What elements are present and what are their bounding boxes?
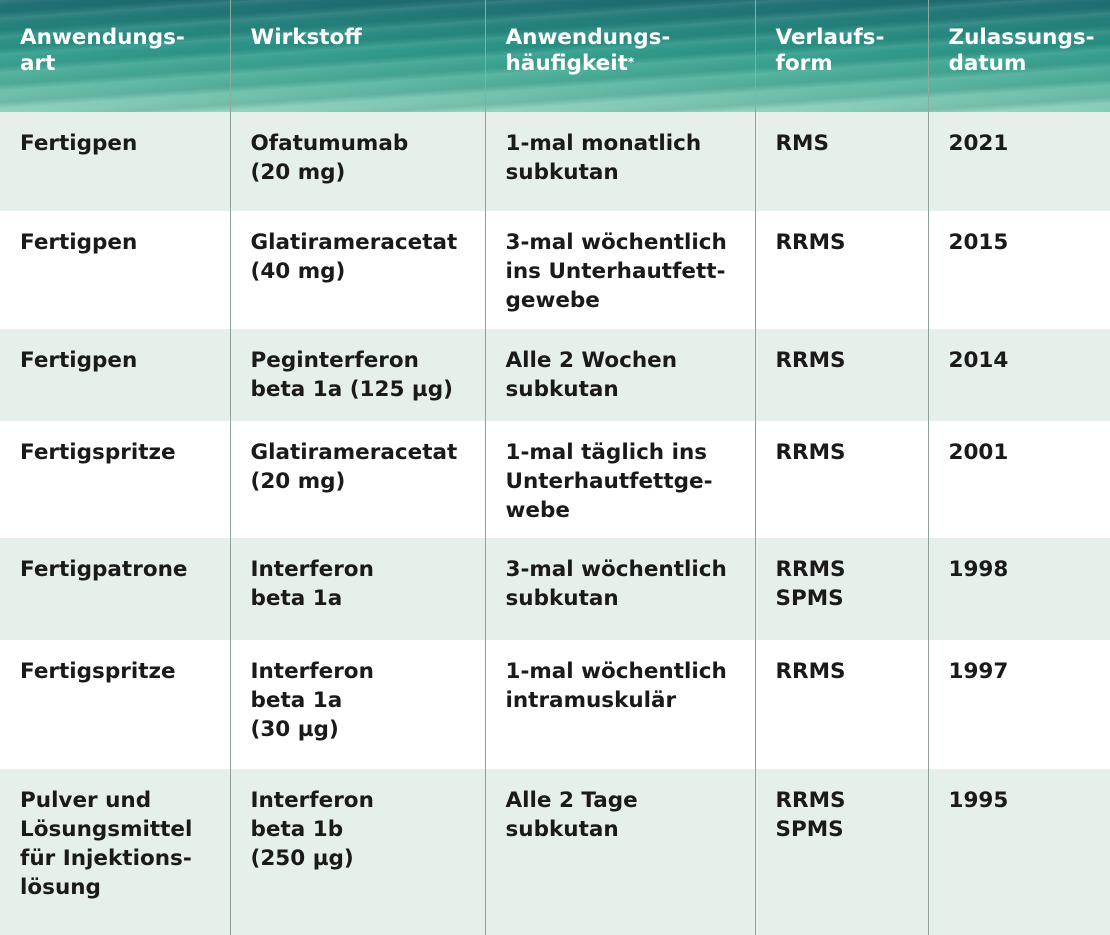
column-header-line: Verlaufs-	[775, 25, 885, 50]
cell-haeufigkeit	[485, 211, 755, 329]
cell-verlauf	[755, 421, 928, 538]
cell-verlauf	[755, 112, 928, 211]
cell-line: subkutan	[505, 160, 619, 185]
column-header-line: Wirkstoff	[250, 25, 362, 50]
column-header-line	[506, 51, 755, 77]
cell-haeufigkeit	[485, 538, 755, 640]
table-row	[0, 329, 1110, 421]
cell-line: Ofatumumab	[250, 131, 409, 156]
cell-line: Glatirameracetat	[250, 230, 458, 255]
column-header-line: Zulassungs-	[948, 25, 1095, 50]
cell-line: Unterhautfettge-	[505, 469, 713, 494]
column-header-line: art	[20, 51, 56, 76]
table-row	[0, 421, 1110, 538]
cell-verlauf	[755, 211, 928, 329]
cell-line: Fertigpatrone	[20, 557, 188, 582]
cell-line: beta 1a	[250, 586, 343, 611]
cell-line: (20 mg)	[250, 160, 346, 185]
cell-line: Peginterferon	[250, 348, 419, 373]
cell-datum	[928, 112, 1110, 211]
cell-line: 2014	[948, 348, 1009, 373]
footnote-marker: *	[627, 55, 635, 69]
cell-line: 3-mal wöchentlich	[505, 230, 727, 255]
cell-datum	[928, 421, 1110, 538]
table-row	[0, 769, 1110, 935]
cell-line: SPMS	[775, 817, 844, 842]
cell-line: Interferon	[250, 788, 374, 813]
cell-line: Fertigpen	[20, 348, 138, 373]
cell-datum	[928, 211, 1110, 329]
cell-line: für Injektions-	[20, 846, 192, 871]
cell-line: Pulver und	[20, 788, 152, 813]
cell-line: 2021	[948, 131, 1009, 156]
cell-line: Fertigpen	[20, 230, 138, 255]
cell-haeufigkeit	[485, 112, 755, 211]
cell-wirkstoff	[230, 329, 485, 421]
header-row	[0, 0, 1110, 112]
cell-wirkstoff	[230, 769, 485, 935]
cell-line: 3-mal wöchentlich	[505, 557, 727, 582]
cell-art	[0, 329, 230, 421]
cell-datum	[928, 538, 1110, 640]
cell-wirkstoff	[230, 421, 485, 538]
cell-line: RRMS	[775, 348, 846, 373]
cell-line: gewebe	[505, 288, 600, 313]
table-header	[0, 0, 1110, 112]
cell-datum	[928, 329, 1110, 421]
cell-line: Glatirameracetat	[250, 440, 458, 465]
column-header-line: datum	[948, 51, 1027, 76]
cell-line: Fertigpen	[20, 131, 138, 156]
cell-line: 1995	[948, 788, 1009, 813]
cell-line: RRMS	[775, 230, 846, 255]
cell-line: 1998	[948, 557, 1009, 582]
cell-line: Fertigspritze	[20, 659, 176, 684]
table-row	[0, 538, 1110, 640]
cell-line: 1-mal wöchentlich	[505, 659, 727, 684]
cell-verlauf	[755, 538, 928, 640]
cell-line: intramuskulär	[505, 688, 677, 713]
table-row	[0, 640, 1110, 769]
table-row	[0, 211, 1110, 329]
cell-line: beta 1a (125 µg)	[250, 377, 453, 402]
column-header-datum	[928, 0, 1110, 112]
cell-line: (30 µg)	[250, 717, 339, 742]
cell-line: Fertigspritze	[20, 440, 176, 465]
column-header-art	[0, 0, 230, 112]
cell-line: RRMS	[775, 788, 846, 813]
cell-line: Alle 2 Wochen	[505, 348, 678, 373]
cell-wirkstoff	[230, 211, 485, 329]
cell-line: RRMS	[775, 440, 846, 465]
cell-haeufigkeit	[485, 769, 755, 935]
cell-line: (250 µg)	[250, 846, 354, 871]
cell-datum	[928, 640, 1110, 769]
column-header-line: Anwendungs-	[505, 25, 671, 50]
cell-wirkstoff	[230, 112, 485, 211]
cell-line: 1997	[948, 659, 1009, 684]
cell-line: webe	[505, 498, 570, 523]
cell-line: lösung	[20, 875, 101, 900]
cell-line: 1-mal monatlich	[505, 131, 702, 156]
cell-line: 2015	[948, 230, 1009, 255]
cell-art	[0, 538, 230, 640]
cell-line: Lösungsmittel	[20, 817, 193, 842]
cell-art	[0, 640, 230, 769]
cell-haeufigkeit	[485, 329, 755, 421]
cell-art	[0, 211, 230, 329]
cell-haeufigkeit	[485, 421, 755, 538]
table-body	[0, 112, 1110, 935]
cell-line: beta 1b	[250, 817, 344, 842]
column-header-haeufigkeit	[485, 0, 755, 112]
cell-line: 1-mal täglich ins	[505, 440, 708, 465]
column-header-text: häufigkeit	[505, 51, 628, 76]
cell-art	[0, 769, 230, 935]
cell-line: Interferon	[250, 557, 374, 582]
cell-line: Alle 2 Tage	[505, 788, 638, 813]
cell-line: RRMS	[775, 557, 846, 582]
cell-verlauf	[755, 640, 928, 769]
column-header-line: Anwendungs-	[20, 25, 185, 50]
cell-art	[0, 421, 230, 538]
cell-line: RRMS	[775, 659, 846, 684]
table-row	[0, 112, 1110, 211]
cell-line: Interferon	[250, 659, 374, 684]
cell-verlauf	[755, 329, 928, 421]
cell-line: SPMS	[775, 586, 844, 611]
cell-line: (40 mg)	[250, 259, 346, 284]
cell-line: beta 1a	[250, 688, 343, 713]
cell-wirkstoff	[230, 538, 485, 640]
column-header-line: form	[775, 51, 833, 76]
cell-line: (20 mg)	[250, 469, 346, 494]
cell-line: subkutan	[505, 586, 619, 611]
column-header-verlauf	[755, 0, 928, 112]
cell-datum	[928, 769, 1110, 935]
cell-line: subkutan	[505, 377, 619, 402]
cell-art	[0, 112, 230, 211]
cell-wirkstoff	[230, 640, 485, 769]
cell-line: subkutan	[505, 817, 619, 842]
cell-line: RMS	[775, 131, 829, 156]
cell-line: 2001	[948, 440, 1009, 465]
cell-verlauf	[755, 769, 928, 935]
cell-line: ins Unterhautfett-	[505, 259, 726, 284]
cell-haeufigkeit	[485, 640, 755, 769]
column-header-wirkstoff	[230, 0, 485, 112]
